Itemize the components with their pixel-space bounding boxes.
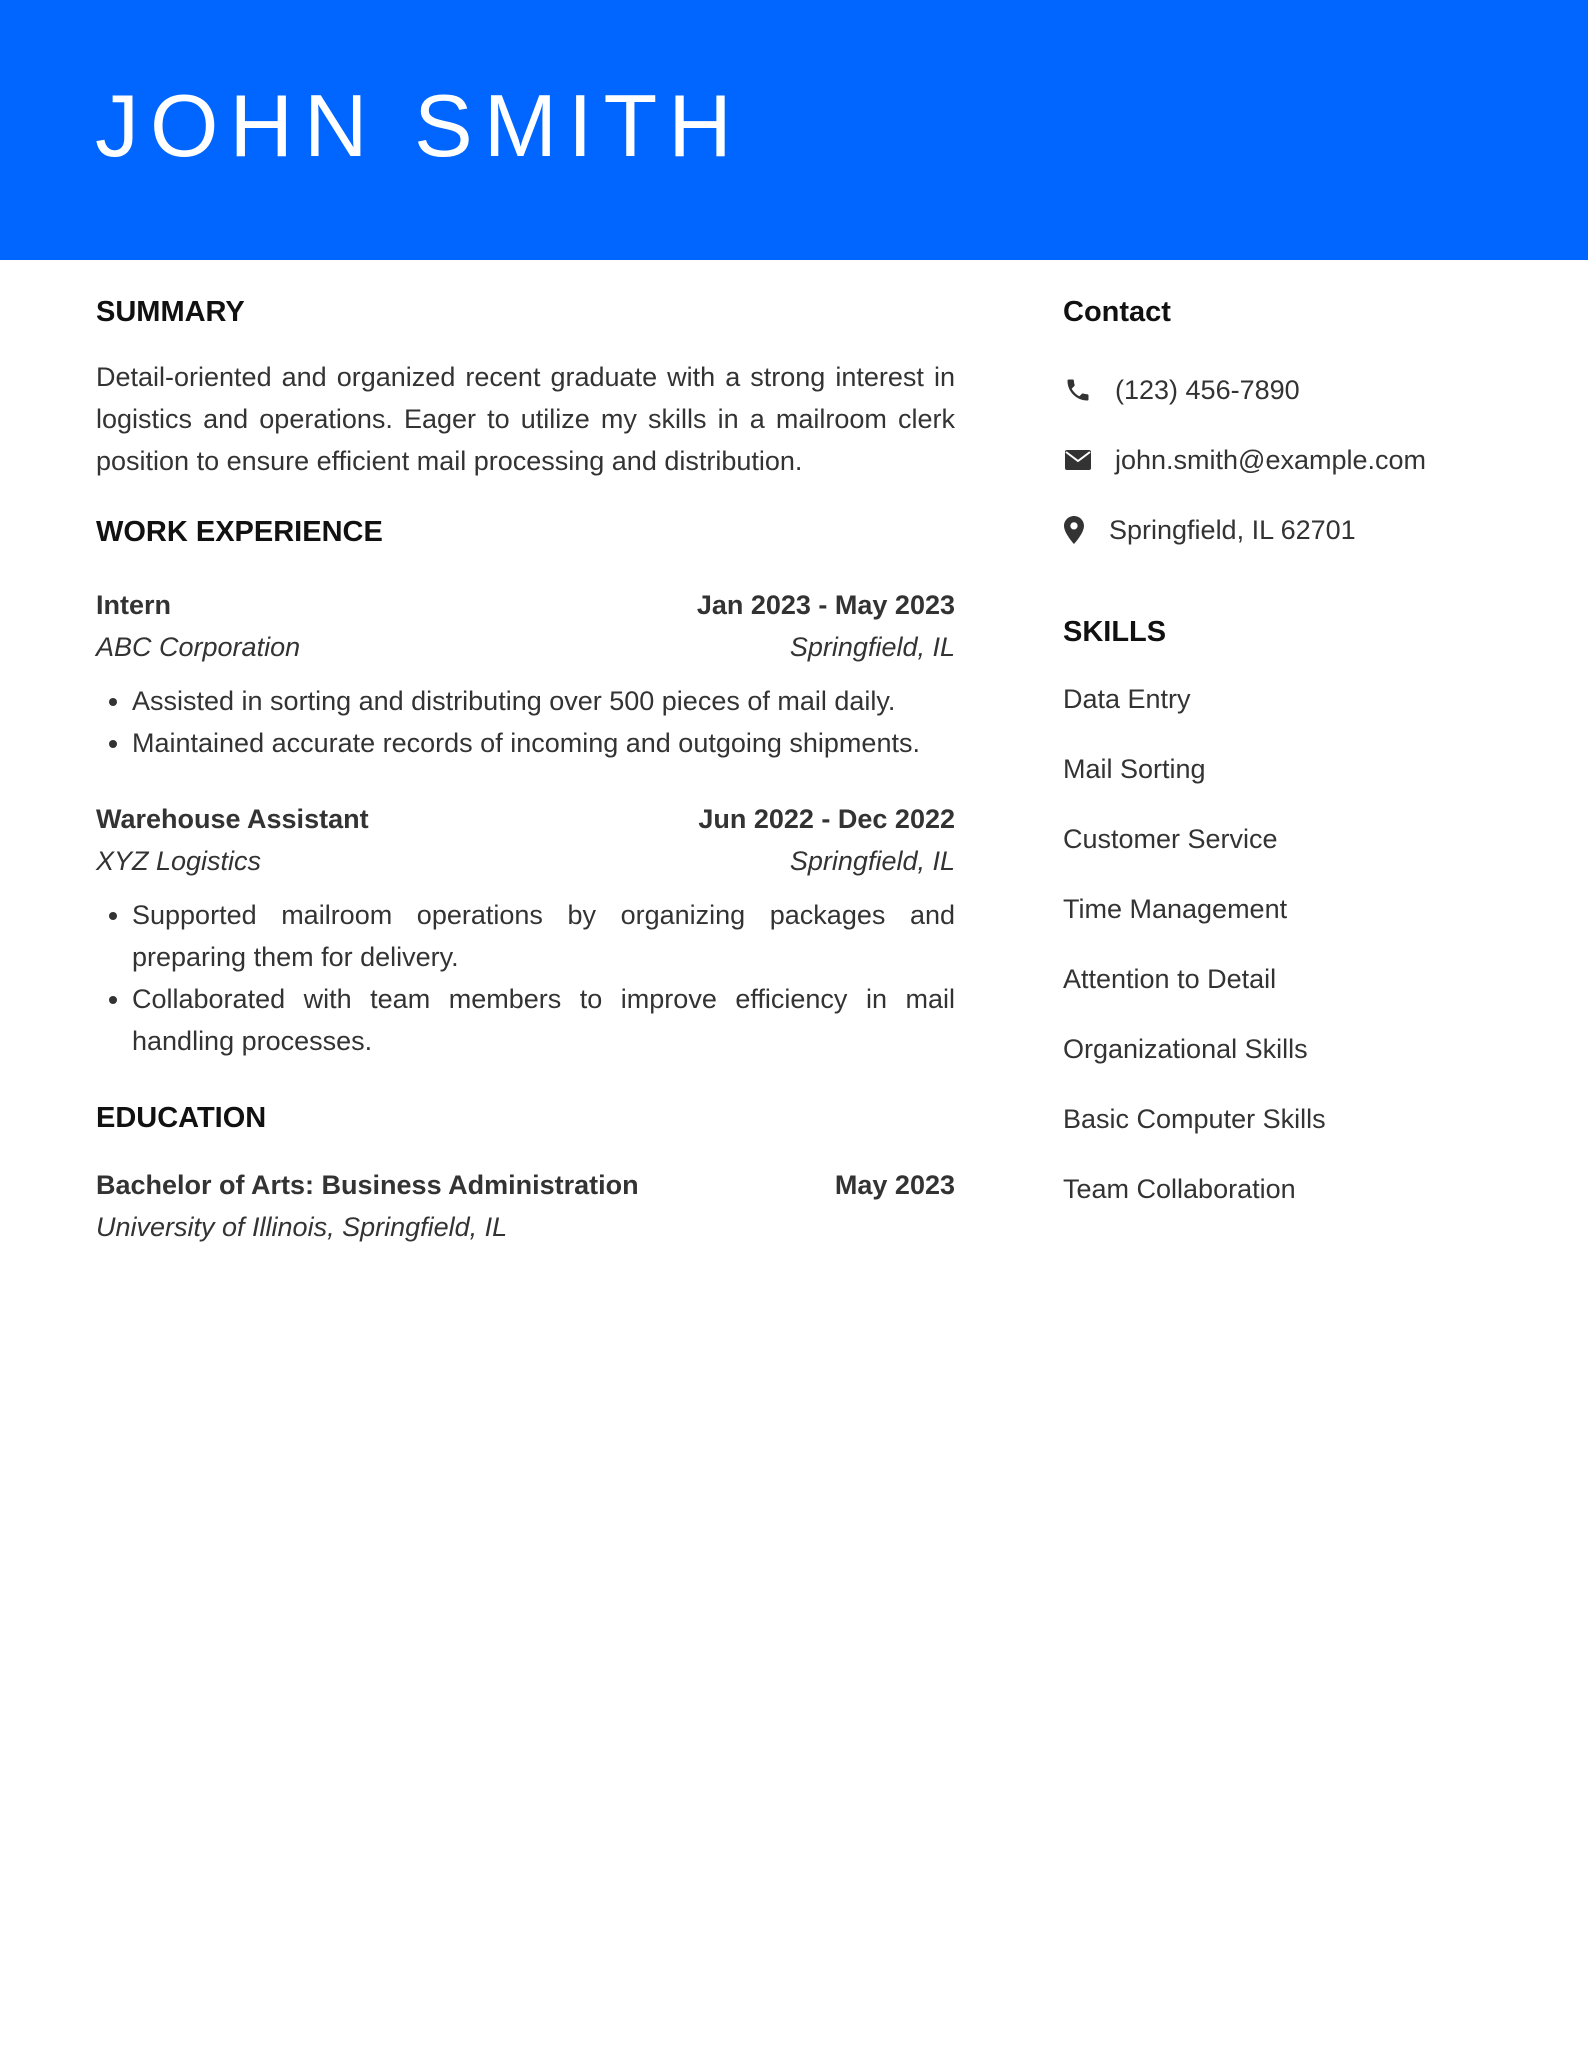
job-dates: Jan 2023 - May 2023: [696, 590, 955, 620]
job-entry: [96, 584, 955, 764]
education-degree: Bachelor of Arts: Business Administration: [96, 1170, 639, 1200]
education-section: [96, 1098, 955, 1248]
skill-item: Time Management: [1063, 894, 1288, 924]
work-experience-title: WORK EXPERIENCE: [96, 516, 383, 548]
education-title: EDUCATION: [96, 1102, 267, 1134]
summary-text: Detail-oriented and organized recent graduate with a strong interest in logistics and operations. Eager to utilize my skills in a mailroom clerk position to ensure efficient mail processing and distribution.: [96, 362, 955, 476]
sidebar-column: [1063, 292, 1533, 1238]
job-bullet: • Assisted in sorting and distributing over 500 pieces of mail daily.: [132, 680, 955, 722]
skill-item: Team Collaboration: [1063, 1174, 1296, 1204]
job-entry: [96, 798, 955, 1062]
job-location: Springfield, IL: [789, 846, 955, 876]
skills-title: SKILLS: [1063, 616, 1167, 648]
contact-email-text: john.smith@example.com: [1115, 444, 1427, 475]
job-bullet: • Maintained accurate records of incoming and outgoing shipments.: [132, 722, 955, 764]
job-bullets: [96, 680, 955, 764]
job-bullets: [96, 894, 955, 1062]
contact-phone: [1063, 368, 1533, 412]
main-column: [96, 292, 955, 1248]
map-pin-icon: [1063, 515, 1085, 545]
phone-icon: [1063, 375, 1093, 405]
education-school: University of Illinois, Springfield, IL: [96, 1212, 508, 1242]
header-banner: [0, 0, 1588, 260]
education-entry: [96, 1164, 955, 1248]
skill-item: Organizational Skills: [1063, 1034, 1308, 1064]
job-company: XYZ Logistics: [96, 846, 262, 876]
contact-location: [1063, 508, 1533, 552]
job-location: Springfield, IL: [789, 632, 955, 662]
work-experience-section: [96, 512, 955, 1062]
job-dates: Jun 2022 - Dec 2022: [698, 804, 955, 834]
job-bullet: • Supported mailroom operations by organizing packages and preparing them for delivery.: [132, 894, 955, 978]
job-bullet: • Collaborated with team members to improve efficiency in mail handling processes.: [132, 978, 955, 1062]
contact-phone-text: (123) 456-7890: [1115, 374, 1300, 405]
contact-email: [1063, 438, 1533, 482]
skills-section: [1063, 612, 1533, 1210]
skill-item: Basic Computer Skills: [1063, 1104, 1326, 1134]
skills-list: [1063, 678, 1533, 1210]
contact-section: [1063, 292, 1533, 552]
job-role: Warehouse Assistant: [96, 804, 369, 834]
education-date: May 2023: [834, 1170, 955, 1200]
contact-list: [1063, 368, 1533, 552]
candidate-name: JOHN SMITH: [95, 76, 743, 175]
contact-location-text: Springfield, IL 62701: [1109, 514, 1356, 545]
skill-item: Mail Sorting: [1063, 754, 1206, 784]
skill-item: Customer Service: [1063, 824, 1278, 854]
job-company: ABC Corporation: [96, 632, 301, 662]
contact-title: Contact: [1063, 296, 1171, 328]
summary-section: [96, 292, 955, 482]
envelope-icon: [1063, 445, 1093, 475]
job-role: Intern: [96, 590, 172, 620]
summary-title: SUMMARY: [96, 296, 245, 328]
skill-item: Attention to Detail: [1063, 964, 1277, 994]
skill-item: Data Entry: [1063, 684, 1191, 714]
